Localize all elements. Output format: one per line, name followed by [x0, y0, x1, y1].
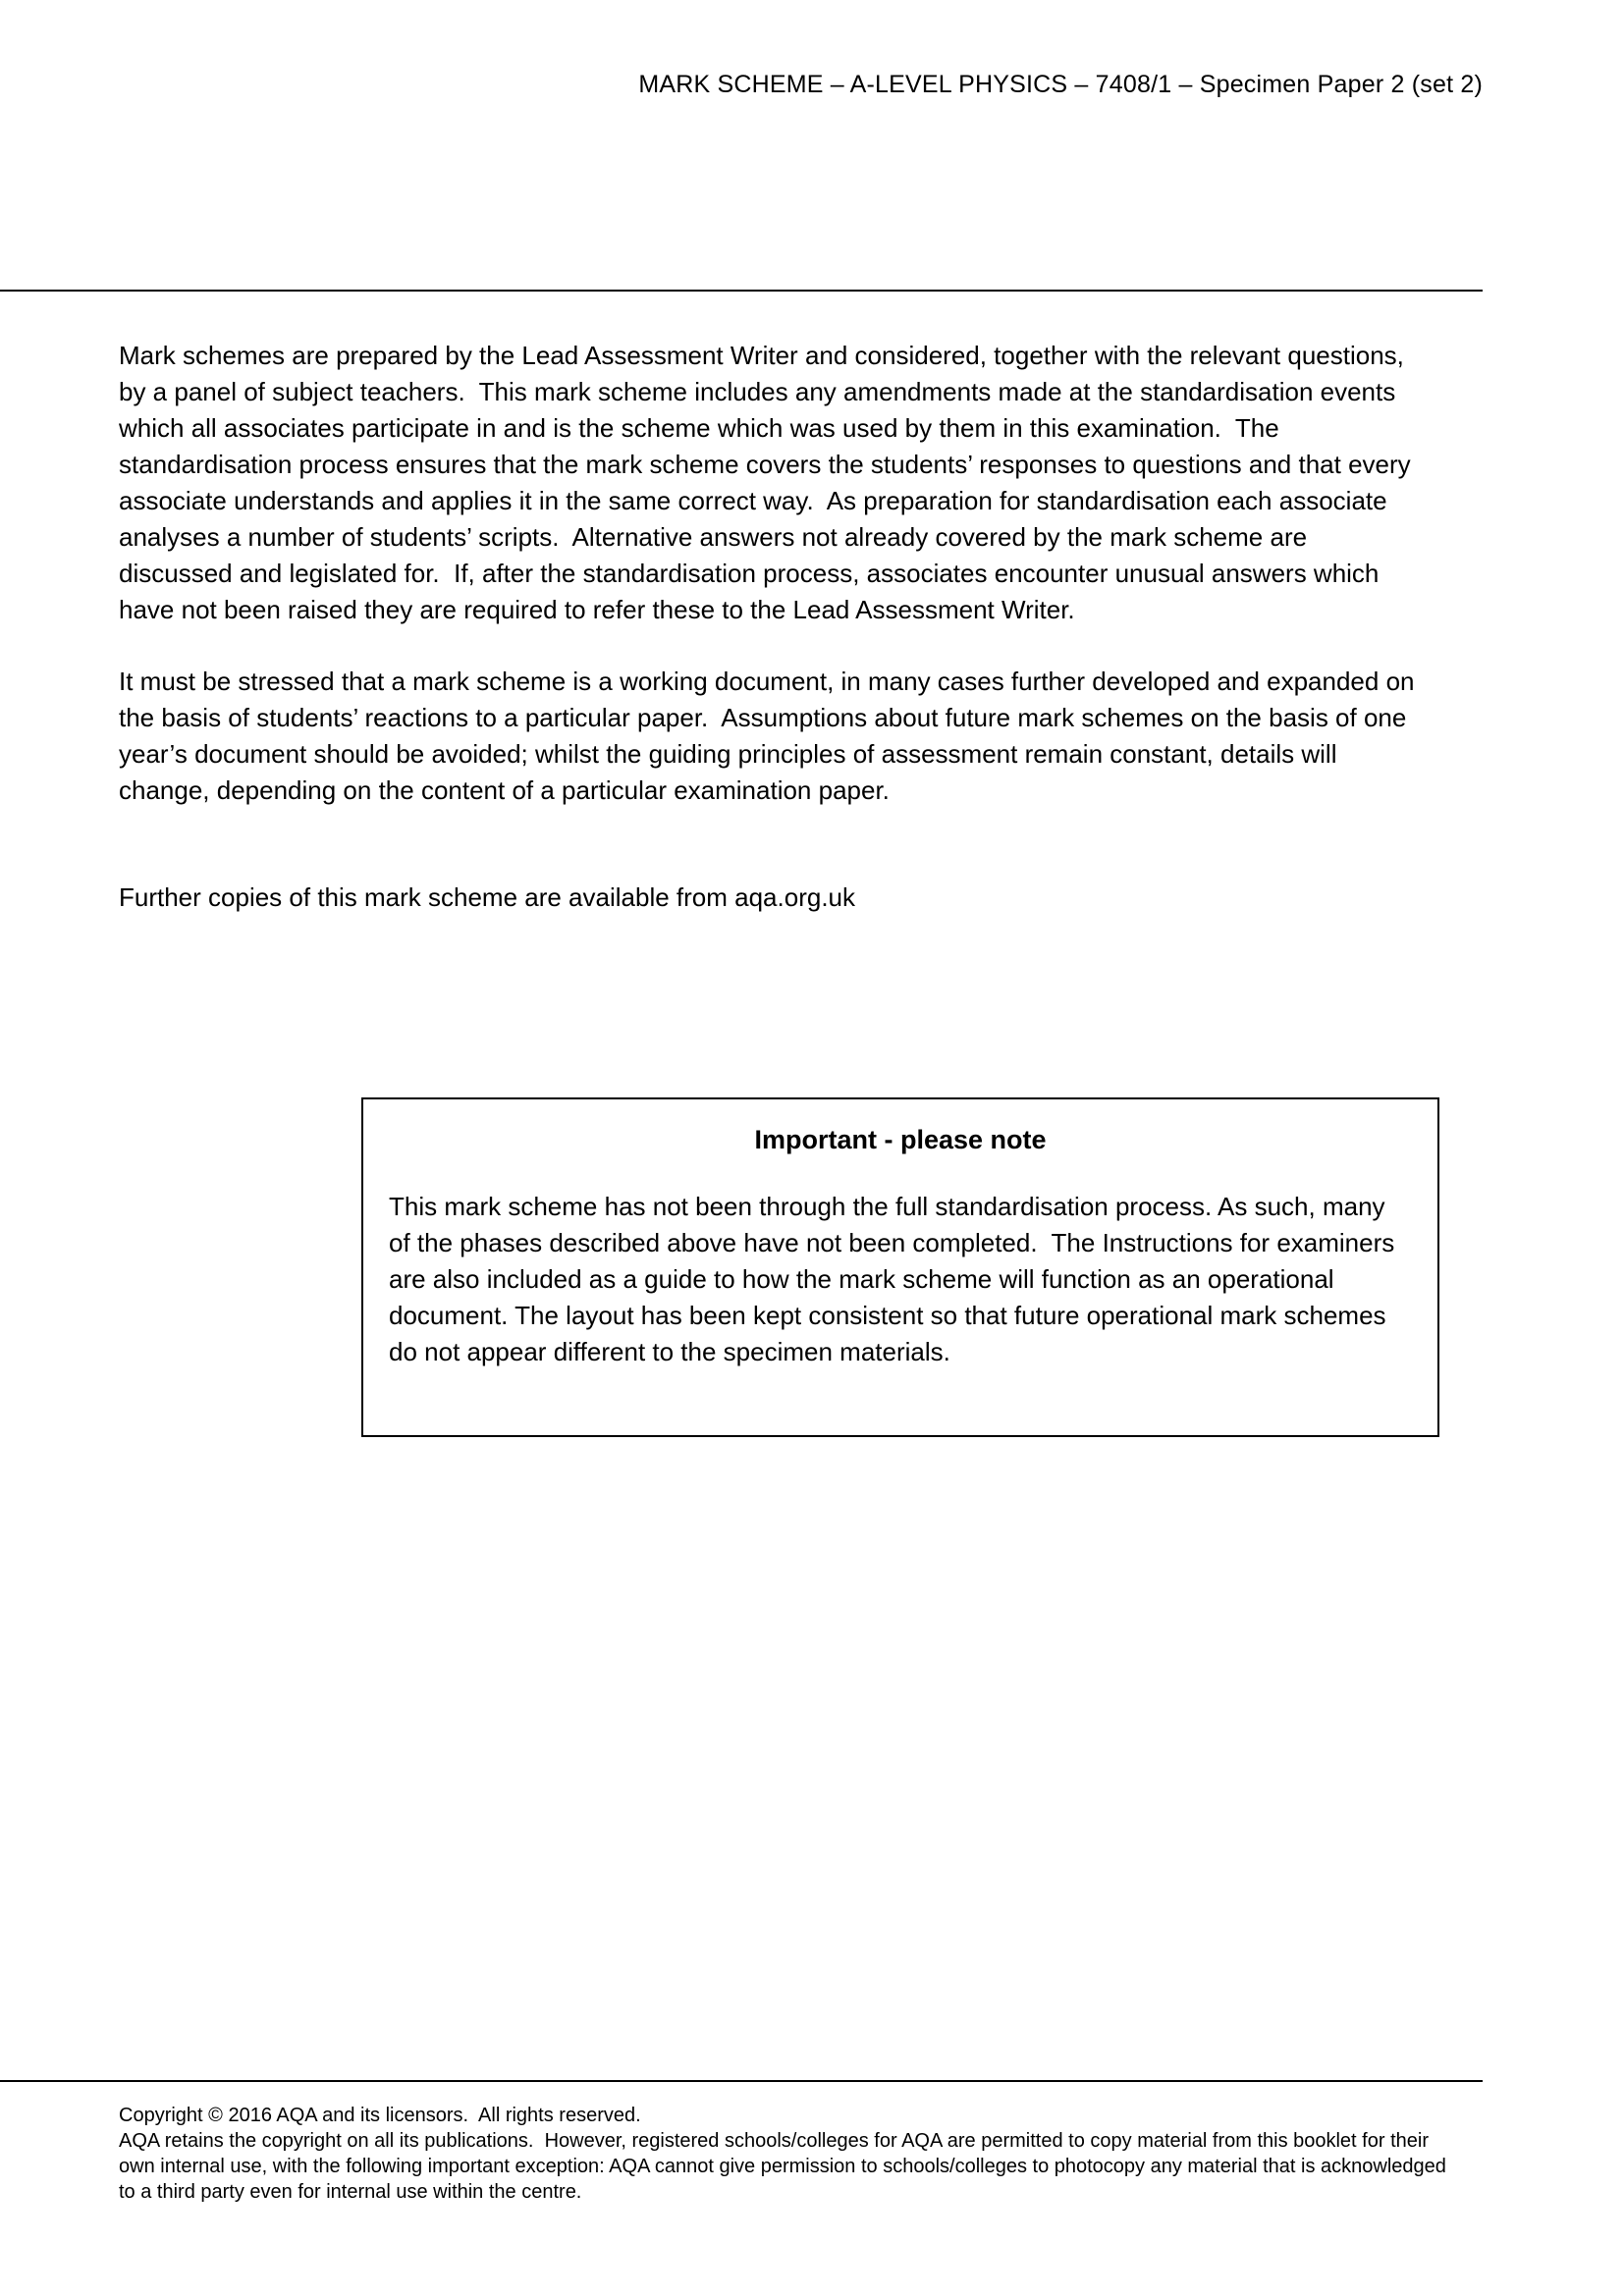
paragraph-further-copies: Further copies of this mark scheme are available from aqa.org.uk	[119, 882, 856, 912]
important-note-box	[361, 1097, 1439, 1437]
copyright-line: Copyright © 2016 AQA and its licensors. All rights reserved.	[119, 2105, 641, 2126]
page-header-title: MARK SCHEME – A-LEVEL PHYSICS – 7408/1 – Specimen Paper 2 (set 2)	[638, 71, 1483, 98]
note-box-title: Important - please note	[754, 1125, 1047, 1154]
header-divider	[0, 290, 1483, 292]
note-box-body: This mark scheme has not been through the full standardisation process. As such, many of the phases described above have not been completed. The Instructions for examiners are also included as a guide to how the mark scheme will function as an operational document. The layout has been kept consistent so that future operational mark schemes do not appear different to the specimen materials.	[389, 1192, 1402, 1366]
paragraph-working-document: It must be stressed that a mark scheme is a working document, in many cases further developed and expanded on the basis of students’ reactions to a particular paper. Assumptions about future mark schemes on the basis of one year’s document should be avoided; whilst the guiding principles of assessment remain constant, details will change, depending on the content of a particular examination paper.	[119, 667, 1422, 805]
footer-divider	[0, 2080, 1483, 2082]
page-footer	[119, 2103, 1462, 2205]
document-body	[119, 338, 1423, 916]
copyright-notice: AQA retains the copyright on all its publications. However, registered schools/colleges for AQA are permitted to copy material from this booklet for their own internal use, with the following important exception: AQA cannot give permission to schools/colleges to photocopy any material that is acknowledged to a third party even for internal use within the centre.	[119, 2130, 1452, 2203]
paragraph-mark-scheme-preparation: Mark schemes are prepared by the Lead Assessment Writer and considered, together with the relevant questions, by a panel of subject teachers. This mark scheme includes any amendments made at the standardisation events which all associates participate in and is the scheme which was used by them in this examination. The standardisation process ensures that the mark scheme covers the students’ responses to questions and that every associate understands and applies it in the same correct way. As preparation for standardisation each associate analyses a number of students’ scripts. Alternative answers not already covered by the mark scheme are discussed and legislated for. If, after the standardisation process, associates encounter unusual answers which have not been raised they are required to refer these to the Lead Assessment Writer.	[119, 341, 1418, 624]
